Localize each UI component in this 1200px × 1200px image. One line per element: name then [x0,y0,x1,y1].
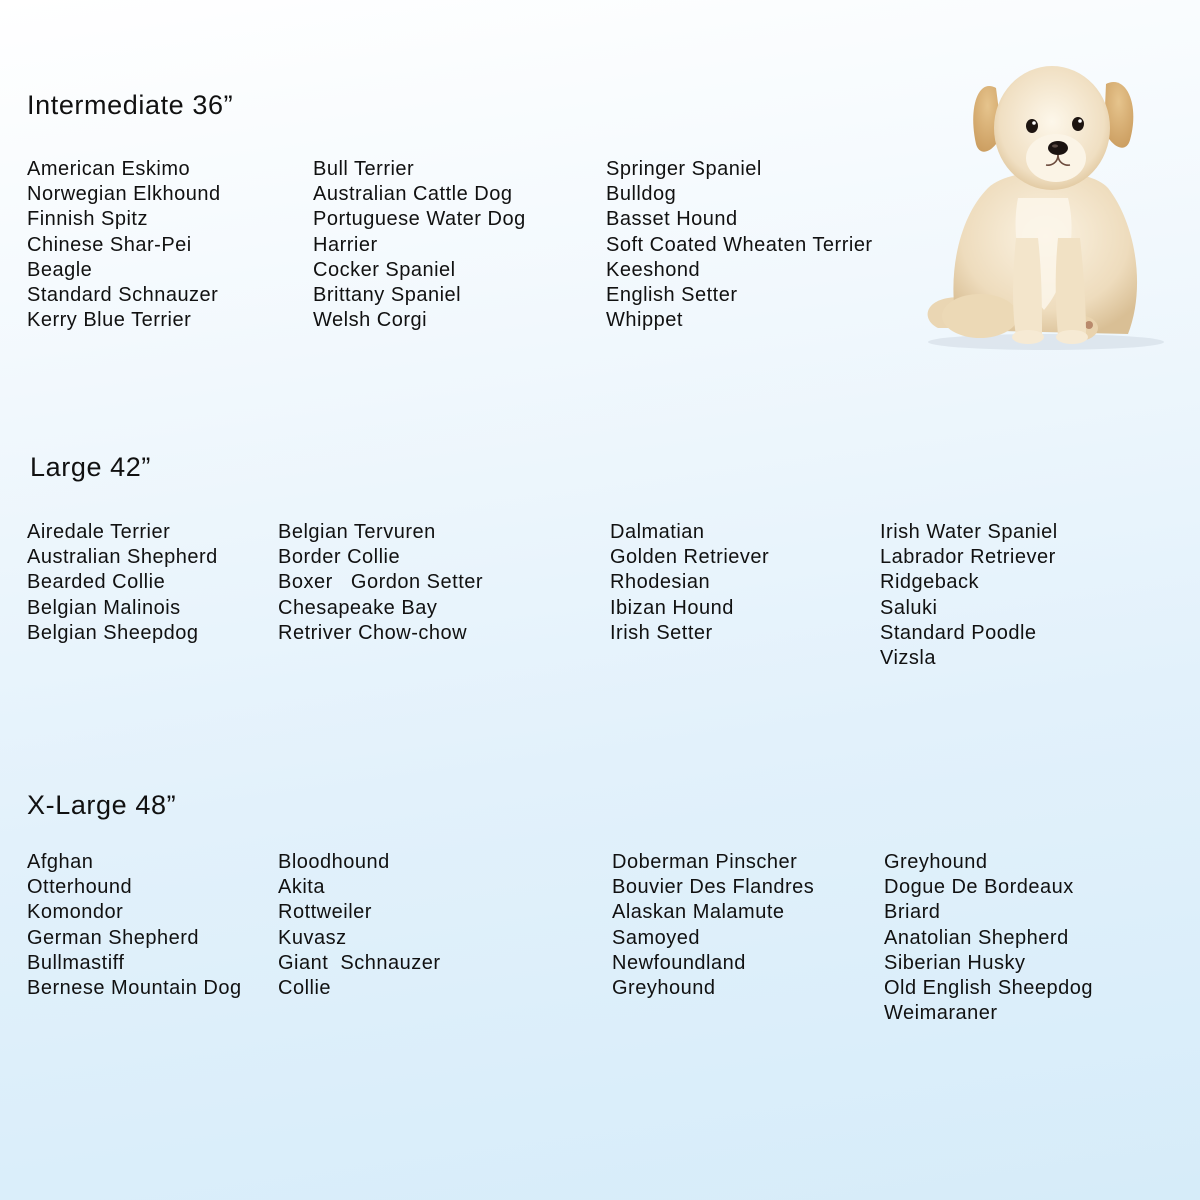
breed-item: Retriver Chow-chow [278,621,468,644]
breed-item: Finnish Spitz [27,208,148,231]
breed-item: Bullmastiff [27,951,125,974]
breed-item: Afghan [27,851,94,873]
breed-item: Collie [278,977,332,1000]
breed-item: Rhodesian [610,571,711,594]
breed-item: Saluki [880,596,938,619]
breed-list-intermediate-col-3 [606,157,873,333]
breed-item: Belgian Sheepdog [27,621,199,644]
section-heading-intermediate: Intermediate 36” [27,90,234,120]
breed-item: Bloodhound [278,851,390,873]
breed-item: Ridgeback [880,571,980,594]
breed-item: Irish Setter [610,621,713,644]
breed-item: Norwegian Elkhound [27,183,221,206]
breed-item: Chinese Shar-Pei [27,233,192,256]
breed-item: Soft Coated Wheaten Terrier [606,233,873,256]
breed-item: Chesapeake Bay [278,596,438,619]
breed-item: Otterhound [27,876,133,899]
breed-item: Labrador Retriever [880,546,1056,569]
breed-list-x-large-col-1 [27,850,242,1001]
breed-list-large-col-3 [610,520,769,646]
breed-item: Doberman Pinscher [612,851,798,873]
breed-list-x-large-col-2 [278,850,441,1001]
breed-item: Boxer Gordon Setter [278,571,484,594]
breed-item: Belgian Malinois [27,596,181,619]
breed-item: Komondor [27,901,124,924]
breed-item: Harrier [313,233,378,256]
breed-item: Kuvasz [278,926,347,949]
section-heading-large: Large 42” [30,452,151,482]
breed-item: Alaskan Malamute [612,901,785,924]
breed-item: Airedale Terrier [27,521,171,543]
breed-item: Rottweiler [278,901,372,924]
breed-item: English Setter [606,284,738,307]
breed-list-large-col-4 [880,520,1058,671]
breed-item: Portuguese Water Dog [313,208,526,231]
breed-item: Siberian Husky [884,951,1026,974]
breed-item: Beagle [27,258,93,281]
breed-item: Dalmatian [610,521,705,543]
breed-item: Kerry Blue Terrier [27,309,192,332]
breed-list-x-large-col-3 [612,850,814,1001]
breed-item: Australian Shepherd [27,546,218,569]
breed-item: Vizsla [880,647,936,670]
breed-item: Giant Schnauzer [278,951,441,974]
breed-item: German Shepherd [27,926,200,949]
breed-item: Bull Terrier [313,158,415,180]
breed-item: Anatolian Shepherd [884,926,1069,949]
breed-item: Bernese Mountain Dog [27,977,242,1000]
breed-item: Welsh Corgi [313,309,428,332]
breed-item: Briard [884,901,941,924]
breed-item: Standard Schnauzer [27,284,219,307]
breed-item: Irish Water Spaniel [880,521,1058,543]
breed-list-large-col-2 [278,520,483,646]
breed-item: Basset Hound [606,208,738,231]
breed-item: Greyhound [612,977,716,1000]
breed-item: Springer Spaniel [606,158,762,180]
puppy-illustration [918,48,1168,350]
breed-item: Standard Poodle [880,621,1037,644]
breed-item: Dogue De Bordeaux [884,876,1074,899]
breed-item: American Eskimo [27,158,191,180]
breed-item: Australian Cattle Dog [313,183,513,206]
breed-item: Weimaraner [884,1002,998,1025]
breed-item: Bulldog [606,183,677,206]
breed-item: Ibizan Hound [610,596,734,619]
breed-item: Keeshond [606,258,701,281]
breed-item: Cocker Spaniel [313,258,456,281]
section-heading-x-large: X-Large 48” [27,790,177,820]
breed-item: Bearded Collie [27,571,166,594]
breed-item: Bouvier Des Flandres [612,876,815,899]
breed-list-intermediate-col-1 [27,157,221,333]
breed-item: Newfoundland [612,951,746,974]
breed-item: Old English Sheepdog [884,977,1094,1000]
breed-item: Golden Retriever [610,546,770,569]
breed-item: Brittany Spaniel [313,284,462,307]
breed-list-large-col-1 [27,520,218,646]
breed-list-intermediate-col-2 [313,157,526,333]
breed-item: Greyhound [884,851,988,873]
breed-item: Belgian Tervuren [278,521,436,543]
breed-item: Samoyed [612,926,700,949]
breed-item: Border Collie [278,546,401,569]
breed-item: Akita [278,876,325,899]
breed-list-x-large-col-4 [884,850,1093,1026]
breed-item: Whippet [606,309,683,332]
